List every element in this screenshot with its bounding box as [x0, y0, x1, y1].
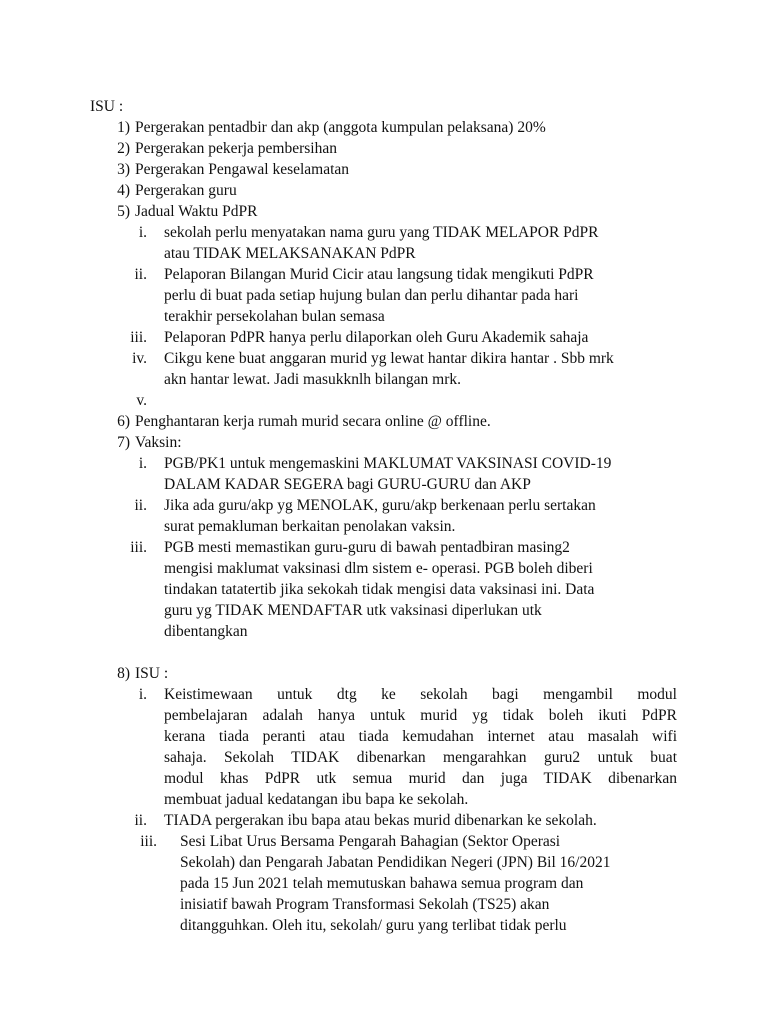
sub-item-text — [164, 264, 684, 327]
text-line: Jika ada guru/akp yg MENOLAK, guru/akp berkenaan perlu sertakan — [164, 497, 596, 514]
text-line: mengisi maklumat vaksinasi dlm sistem e- operasi. PGB boleh diberi — [164, 560, 593, 577]
text-line: terakhir persekolahan bulan semasa — [164, 308, 385, 325]
text-line: akn hantar lewat. Jadi masukknlh bilangan mrk. — [164, 371, 462, 388]
list-number: 8) — [117, 665, 130, 682]
text-line: inisiatif bawah Program Transformasi Sekolah (TS25) akan — [180, 896, 550, 913]
text-line: Pelaporan PdPR hanya perlu dilaporkan oleh Guru Akademik sahaja — [164, 329, 589, 346]
list-text: Penghantaran kerja rumah murid secara online @ offline. — [135, 413, 491, 430]
sub-item-text — [180, 831, 700, 936]
roman-numeral: i. — [138, 224, 147, 241]
list-number: 1) — [117, 119, 130, 136]
roman-numeral: iv. — [132, 350, 147, 367]
document-heading: ISU : — [90, 98, 124, 115]
sub-item-text — [164, 453, 684, 495]
roman-numeral: iii. — [140, 833, 157, 850]
roman-numeral: iii. — [130, 329, 147, 346]
text-line: modul khas PdPR utk semua murid dan juga TIDAK dibenarkan — [164, 770, 677, 787]
list-text: Pergerakan pentadbir dan akp (anggota kumpulan pelaksana) 20% — [135, 119, 546, 136]
list-text: Jadual Waktu PdPR — [135, 203, 258, 220]
list-number: 2) — [117, 140, 130, 157]
text-line: PGB mesti memastikan guru-guru di bawah pentadbiran masing2 — [164, 539, 570, 556]
text-line: TIADA pergerakan ibu bapa atau bekas murid dibenarkan ke sekolah. — [164, 812, 597, 829]
list-number: 7) — [117, 434, 130, 451]
text-line: Pelaporan Bilangan Murid Cicir atau langsung tidak mengikuti PdPR — [164, 266, 594, 283]
list-number: 4) — [117, 182, 130, 199]
text-line: DALAM KADAR SEGERA bagi GURU-GURU dan AKP — [164, 476, 531, 493]
sub-item-text — [164, 348, 684, 390]
list-number: 6) — [117, 413, 130, 430]
roman-numeral: iii. — [130, 539, 147, 556]
sub-item-text — [164, 810, 684, 831]
list-number: 3) — [117, 161, 130, 178]
text-line: kerana tiada peranti atau tiada kemudahan internet atau masalah wifi — [164, 728, 677, 745]
text-line: dibentangkan — [164, 623, 248, 640]
text-line: sahaja. Sekolah TIDAK dibenarkan mengarahkan guru2 untuk buat — [164, 749, 677, 766]
list-text: ISU : — [135, 665, 169, 682]
text-line: Cikgu kene buat anggaran murid yg lewat hantar dikira hantar . Sbb mrk — [164, 350, 614, 367]
text-line: atau TIDAK MELAKSANAKAN PdPR — [164, 245, 416, 262]
list-number: 5) — [117, 203, 130, 220]
list-text: Vaksin: — [135, 434, 182, 451]
list-text: Pergerakan Pengawal keselamatan — [135, 161, 350, 178]
text-line: Keistimewaan untuk dtg ke sekolah bagi mengambil modul — [164, 686, 677, 703]
roman-numeral: ii. — [134, 497, 147, 514]
text-line: sekolah perlu menyatakan nama guru yang TIDAK MELAPOR PdPR — [164, 224, 599, 241]
sub-item-text — [164, 495, 684, 537]
text-line: pada 15 Jun 2021 telah memutuskan bahawa semua program dan — [180, 875, 584, 892]
roman-numeral: v. — [136, 392, 147, 409]
sub-item-text — [164, 537, 684, 642]
roman-numeral: ii. — [134, 266, 147, 283]
sub-item-text — [164, 222, 684, 264]
text-line: PGB/PK1 untuk mengemaskini MAKLUMAT VAKSINASI COVID-19 — [164, 455, 612, 472]
text-line: guru yg TIDAK MENDAFTAR utk vaksinasi diperlukan utk — [164, 602, 542, 619]
roman-numeral: i. — [138, 686, 147, 703]
text-line: Sesi Libat Urus Bersama Pengarah Bahagian (Sektor Operasi — [180, 833, 561, 850]
sub-item-text — [164, 684, 677, 810]
text-line: surat pemakluman berkaitan penolakan vaksin. — [164, 518, 456, 535]
list-text: Pergerakan pekerja pembersihan — [135, 140, 337, 157]
text-line: pembelajaran adalah hanya untuk murid yg tidak boleh ikuti PdPR — [164, 707, 677, 724]
list-text: Pergerakan guru — [135, 182, 237, 199]
text-line: membuat jadual kedatangan ibu bapa ke sekolah. — [164, 791, 469, 808]
text-line: ditangguhkan. Oleh itu, sekolah/ guru yang terlibat tidak perlu — [180, 917, 567, 934]
roman-numeral: i. — [138, 455, 147, 472]
text-line: perlu di buat pada setiap hujung bulan dan perlu dihantar pada hari — [164, 287, 579, 304]
sub-item-text — [164, 327, 684, 348]
text-line: tindakan tatatertib jika sekokah tidak mengisi data vaksinasi ini. Data — [164, 581, 595, 598]
text-line: Sekolah) dan Pengarah Jabatan Pendidikan Negeri (JPN) Bil 16/2021 — [180, 854, 611, 871]
roman-numeral: ii. — [134, 812, 147, 829]
